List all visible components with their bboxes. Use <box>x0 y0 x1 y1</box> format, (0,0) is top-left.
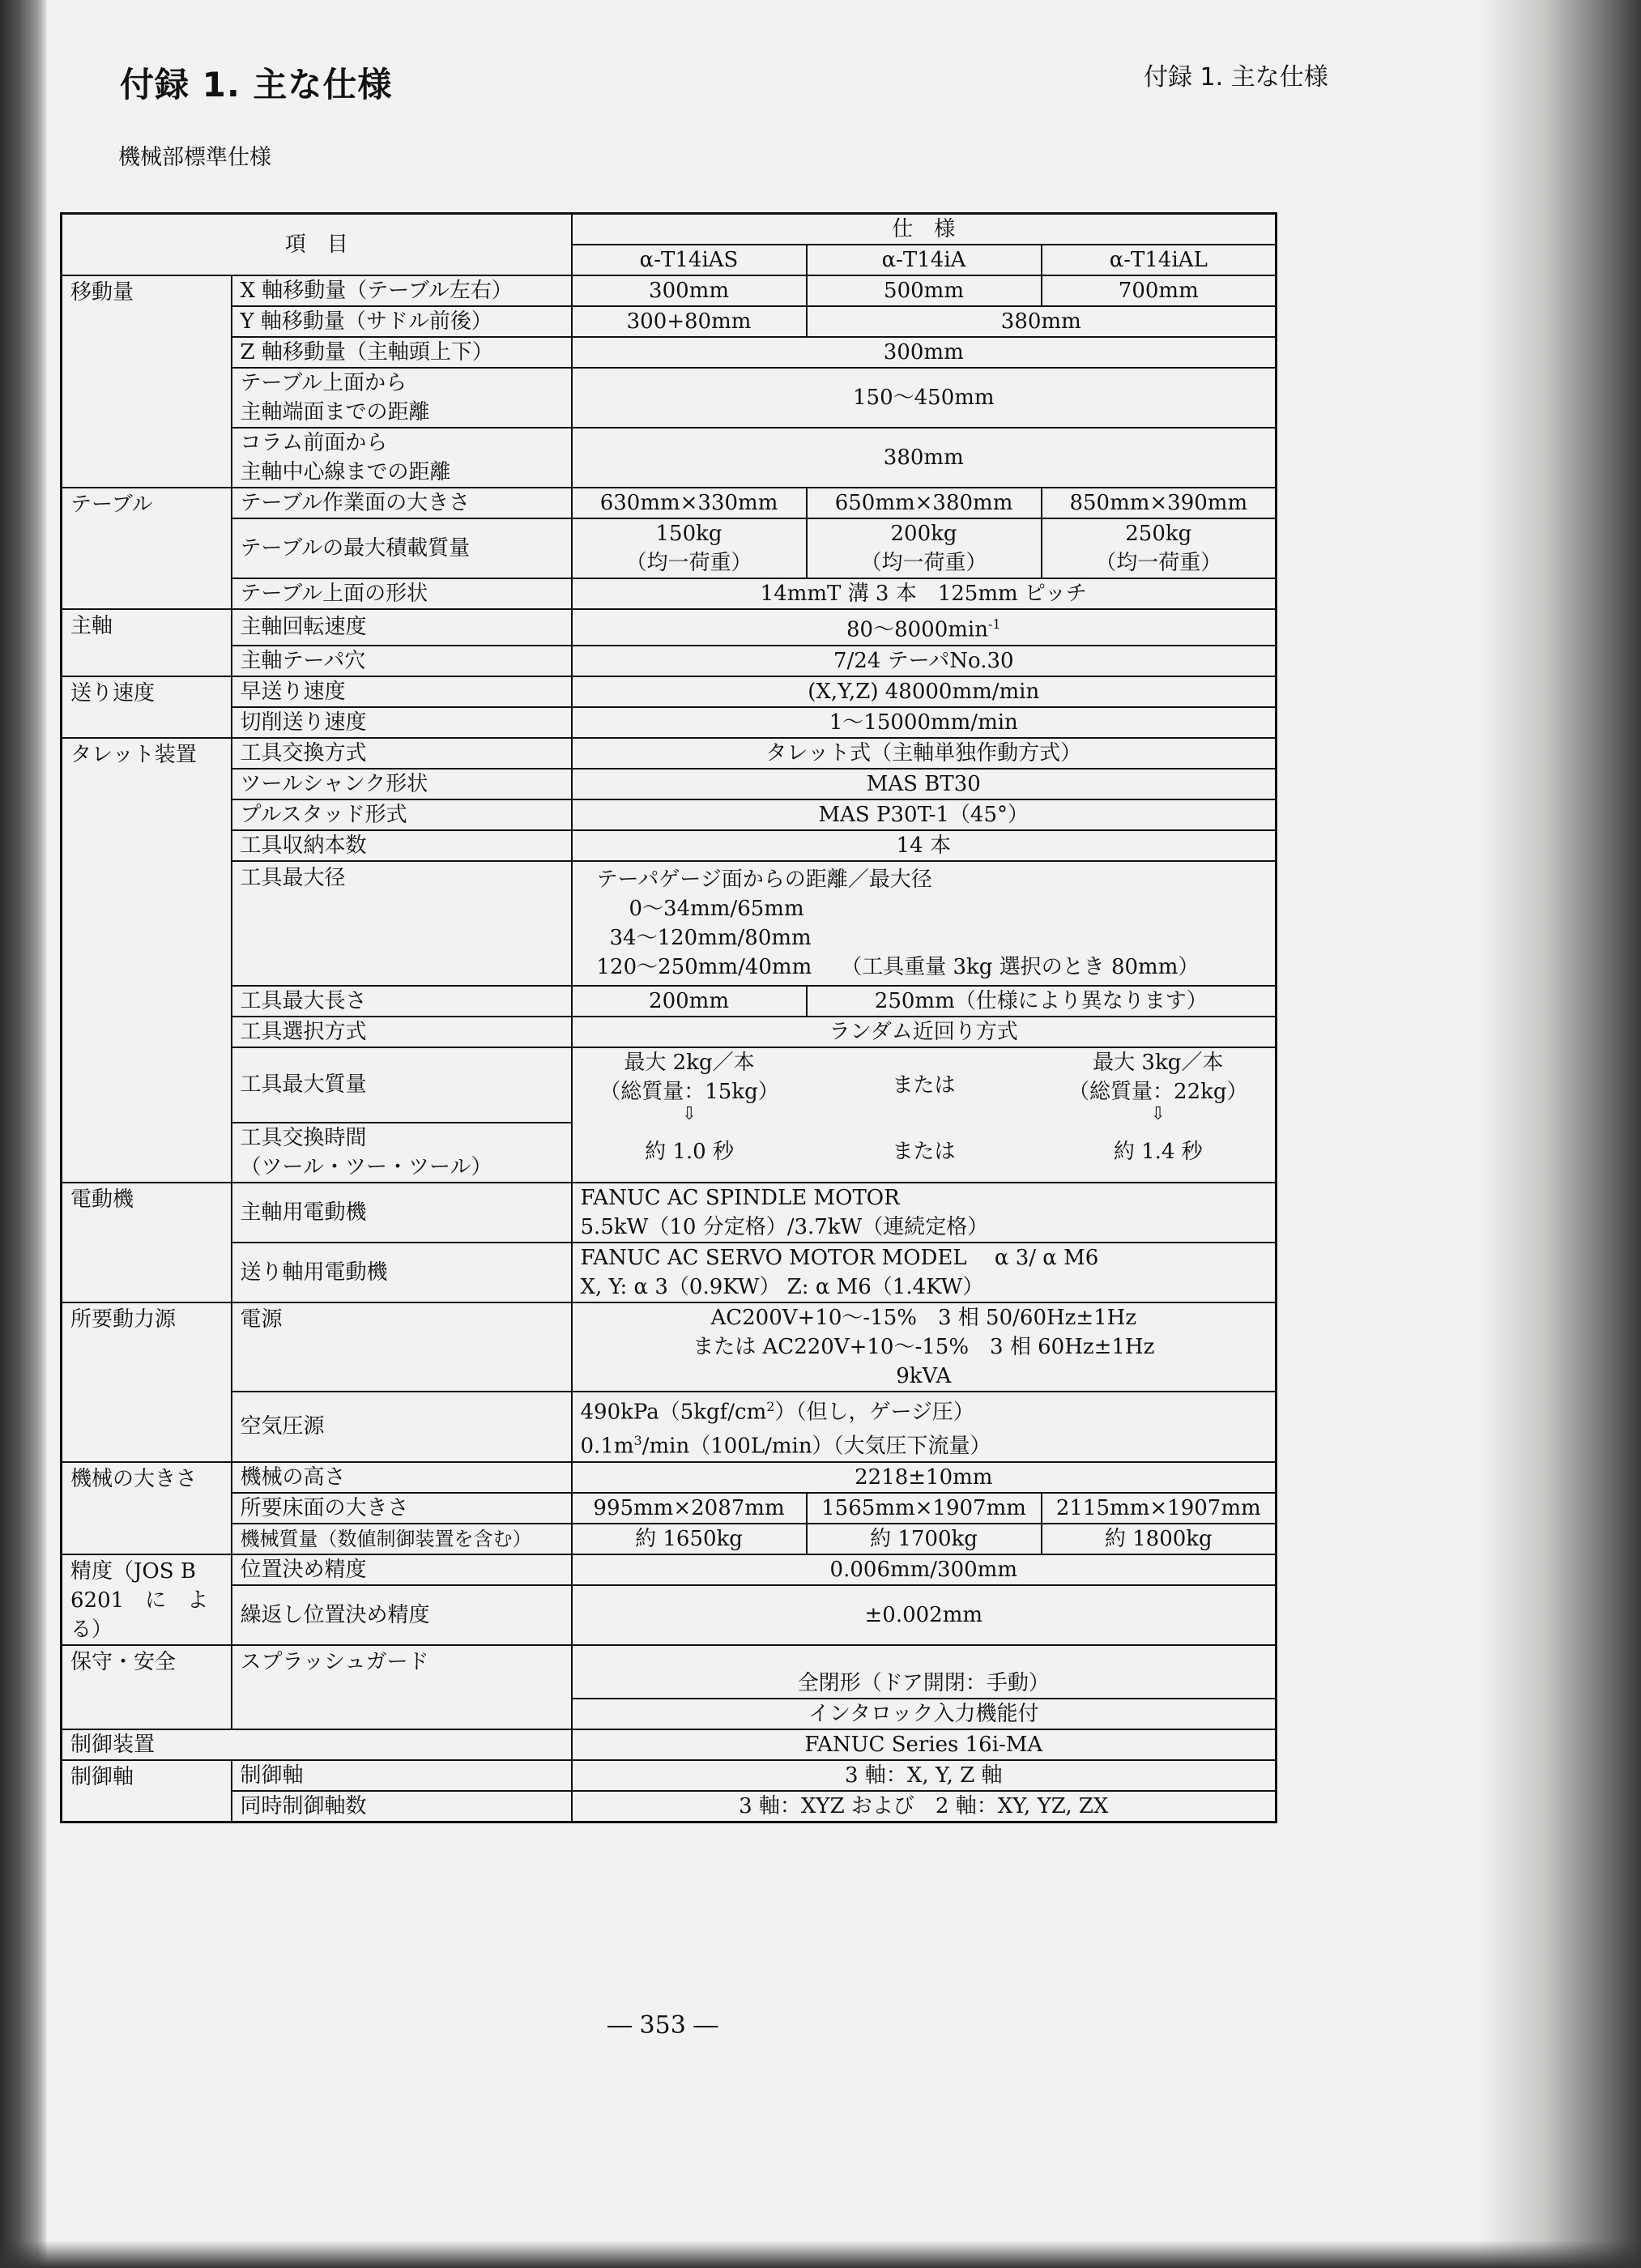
table-row <box>62 1243 1277 1302</box>
value-cell: 380mm <box>572 428 1277 488</box>
item-cell: 機械質量（数値制御装置を含む） <box>232 1524 572 1554</box>
table-row <box>62 368 1277 428</box>
down-arrow-icon: ⇩ <box>1150 1103 1166 1124</box>
value-cell: 300+80mm <box>572 306 807 337</box>
table-row <box>62 738 1277 769</box>
value-cell: 150kg （均一荷重） <box>572 518 807 578</box>
item-cell: 工具最大長さ <box>232 986 572 1017</box>
value-cell: 995mm×2087mm <box>572 1493 807 1524</box>
value-cell: インタロック入力機能付 <box>572 1699 1277 1729</box>
table-row <box>62 337 1277 368</box>
running-header: 付録 1. 主な仕様 <box>1144 63 1328 92</box>
value-cell: 7/24 テーパNo.30 <box>572 646 1277 676</box>
table-row <box>62 609 1277 646</box>
table-row <box>62 861 1277 986</box>
value-cell: 最大 3kg／本 （総質量：22kg） ⇩ <box>1042 1047 1277 1123</box>
table-row <box>62 275 1277 306</box>
item-cell: 工具選択方式 <box>232 1017 572 1047</box>
value-cell: 最大 2kg／本 （総質量：15kg） ⇩ <box>572 1047 807 1123</box>
item-cell: 所要床面の大きさ <box>232 1493 572 1524</box>
category-cell: 移動量 <box>62 275 232 488</box>
item-cell: 空気圧源 <box>232 1392 572 1462</box>
item-cell: 工具最大質量 <box>232 1047 572 1123</box>
table-row <box>62 518 1277 578</box>
item-cell: テーブル上面の形状 <box>232 578 572 609</box>
value-cell: FANUC Series 16i-MA <box>572 1729 1277 1760</box>
table-row <box>62 1302 1277 1392</box>
value-cell: 約 1700kg <box>807 1524 1042 1554</box>
value-cell: 300mm <box>572 337 1277 368</box>
item-cell: コラム前面から 主軸中心線までの距離 <box>232 428 572 488</box>
item-cell: テーブル作業面の大きさ <box>232 488 572 518</box>
table-header-row <box>62 214 1277 245</box>
value-cell: 200kg （均一荷重） <box>807 518 1042 578</box>
value-cell: 380mm <box>807 306 1277 337</box>
down-arrow-icon: ⇩ <box>681 1103 697 1124</box>
item-cell: 主軸回転速度 <box>232 609 572 646</box>
scan-shadow-right <box>1479 0 1641 2268</box>
table-row <box>62 646 1277 676</box>
item-cell: 主軸用電動機 <box>232 1183 572 1243</box>
value-cell: AC200V+10～-15% 3 相 50/60Hz±1Hz または AC220V+10～-15% 3 相 60Hz±1Hz 9kVA <box>572 1302 1277 1392</box>
table-row <box>62 488 1277 518</box>
table-row <box>62 306 1277 337</box>
value-cell: 2218±10mm <box>572 1462 1277 1493</box>
table-row <box>62 676 1277 707</box>
table-row <box>62 1183 1277 1243</box>
table-row <box>62 1462 1277 1493</box>
value-cell: 850mm×390mm <box>1042 488 1277 518</box>
table-row <box>62 1047 1277 1123</box>
model-header: α-T14iA <box>807 245 1042 275</box>
value-cell: 700mm <box>1042 275 1277 306</box>
chapter-title: 付録 1. 主な仕様 <box>120 65 393 104</box>
table-row <box>62 1554 1277 1585</box>
table-row <box>62 1645 1277 1699</box>
value-cell: ランダム近回り方式 <box>572 1017 1277 1047</box>
value-cell: 約 1650kg <box>572 1524 807 1554</box>
item-cell: 繰返し位置決め精度 <box>232 1585 572 1645</box>
value-cell: 14 本 <box>572 830 1277 861</box>
table-row <box>62 830 1277 861</box>
table-row <box>62 1017 1277 1047</box>
value-cell: $490kPa(5kgf/cm^2)$（但し，ゲージ圧） $0.1m^3/\min(100L/\min)$（大気圧下流量） <box>572 1392 1277 1462</box>
value-cell: ±0.002mm <box>572 1585 1277 1645</box>
value-cell: 500mm <box>807 275 1042 306</box>
value-cell: または <box>807 1123 1042 1183</box>
value-cell: 約 1.0 秒 <box>572 1123 807 1183</box>
item-cell: 位置決め精度 <box>232 1554 572 1585</box>
item-cell: 機械の高さ <box>232 1462 572 1493</box>
value-cell: MAS BT30 <box>572 769 1277 799</box>
table-row <box>62 578 1277 609</box>
category-cell: 主軸 <box>62 609 232 676</box>
table-row <box>62 1123 1277 1183</box>
value-cell: 2115mm×1907mm <box>1042 1493 1277 1524</box>
value-cell: 250kg （均一荷重） <box>1042 518 1277 578</box>
table-row <box>62 1524 1277 1554</box>
page-number: ― 353 ― <box>607 2011 718 2040</box>
value-cell: 約 1800kg <box>1042 1524 1277 1554</box>
table-row <box>62 1729 1277 1760</box>
category-cell: 制御装置 <box>62 1729 572 1760</box>
scan-shadow-left <box>0 0 47 2268</box>
table-row <box>62 986 1277 1017</box>
item-cell: スプラッシュガード <box>232 1645 572 1729</box>
item-cell: 工具交換時間 （ツール・ツー・ツール） <box>232 1123 572 1183</box>
spec-table <box>60 212 1277 1823</box>
table-row <box>62 769 1277 799</box>
value-cell: 300mm <box>572 275 807 306</box>
category-cell: 送り速度 <box>62 676 232 738</box>
table-row <box>62 1760 1277 1791</box>
category-cell: 保守・安全 <box>62 1645 232 1729</box>
item-cell: Y 軸移動量（サドル前後） <box>232 306 572 337</box>
item-cell: ツールシャンク形状 <box>232 769 572 799</box>
model-header: α-T14iAS <box>572 245 807 275</box>
category-cell: 精度（JOS B 6201 に よ る） <box>62 1554 232 1645</box>
table-row <box>62 1585 1277 1645</box>
category-cell: 機械の大きさ <box>62 1462 232 1554</box>
value-cell: 3 軸：XYZ および 2 軸：XY, YZ, ZX <box>572 1791 1277 1823</box>
item-cell: 同時制御軸数 <box>232 1791 572 1823</box>
scan-shadow-bottom <box>0 2240 1641 2268</box>
table-row <box>62 1392 1277 1462</box>
category-cell: 電動機 <box>62 1183 232 1302</box>
value-cell: または <box>807 1047 1042 1123</box>
value-cell: FANUC AC SPINDLE MOTOR 5.5kW（10 分定格）/3.7kW（連続定格） <box>572 1183 1277 1243</box>
item-cell: テーブルの最大積載質量 <box>232 518 572 578</box>
item-cell: 主軸テーパ穴 <box>232 646 572 676</box>
value-cell: 1～15000mm/min <box>572 707 1277 738</box>
table-row <box>62 707 1277 738</box>
value-cell: 約 1.4 秒 <box>1042 1123 1277 1183</box>
item-cell: 工具交換方式 <box>232 738 572 769</box>
value-cell: 全閉形（ドア開閉：手動） <box>572 1645 1277 1699</box>
value-cell: MAS P30T-1（45°） <box>572 799 1277 830</box>
item-cell: 制御軸 <box>232 1760 572 1791</box>
value-cell: FANUC AC SERVO MOTOR MODEL α 3/ α M6 X, Y: α 3（0.9KW） Z: α M6（1.4KW） <box>572 1243 1277 1302</box>
value-cell: 150～450mm <box>572 368 1277 428</box>
value-cell: 250mm（仕様により異なります） <box>807 986 1277 1017</box>
spec-header: 仕 様 <box>572 214 1277 245</box>
value-cell: $80\sim 8000\min^{-1}$ <box>572 609 1277 646</box>
value-cell: 630mm×330mm <box>572 488 807 518</box>
item-cell: プルスタッド形式 <box>232 799 572 830</box>
section-subtitle: 機械部標準仕様 <box>118 145 271 170</box>
value-cell: テーパゲージ面からの距離／最大径 0～34mm/65mm 34～120mm/80mm 120～250mm/40mm （工具重量 3kg 選択のとき 80mm） <box>572 861 1277 986</box>
value-cell: 200mm <box>572 986 807 1017</box>
category-cell: 所要動力源 <box>62 1302 232 1462</box>
table-row <box>62 799 1277 830</box>
value-cell: タレット式（主軸単独作動方式） <box>572 738 1277 769</box>
item-cell: X 軸移動量（テーブル左右） <box>232 275 572 306</box>
value-cell: 1565mm×1907mm <box>807 1493 1042 1524</box>
item-cell: 電源 <box>232 1302 572 1392</box>
table-row <box>62 428 1277 488</box>
value-cell: (X,Y,Z) 48000mm/min <box>572 676 1277 707</box>
value-cell: 650mm×380mm <box>807 488 1042 518</box>
item-header: 項 目 <box>62 214 572 276</box>
value-cell: 0.006mm/300mm <box>572 1554 1277 1585</box>
item-cell: 送り軸用電動機 <box>232 1243 572 1302</box>
model-header: α-T14iAL <box>1042 245 1277 275</box>
item-cell: テーブル上面から 主軸端面までの距離 <box>232 368 572 428</box>
category-cell: テーブル <box>62 488 232 609</box>
table-row <box>62 1493 1277 1524</box>
item-cell: 工具収納本数 <box>232 830 572 861</box>
item-cell: 早送り速度 <box>232 676 572 707</box>
item-cell: Z 軸移動量（主軸頭上下） <box>232 337 572 368</box>
item-cell: 工具最大径 <box>232 861 572 986</box>
item-cell: 切削送り速度 <box>232 707 572 738</box>
category-cell: 制御軸 <box>62 1760 232 1823</box>
value-cell: 3 軸：X, Y, Z 軸 <box>572 1760 1277 1791</box>
value-cell: 14mmT 溝 3 本 125mm ピッチ <box>572 578 1277 609</box>
category-cell: タレット装置 <box>62 738 232 1183</box>
table-row <box>62 1791 1277 1823</box>
